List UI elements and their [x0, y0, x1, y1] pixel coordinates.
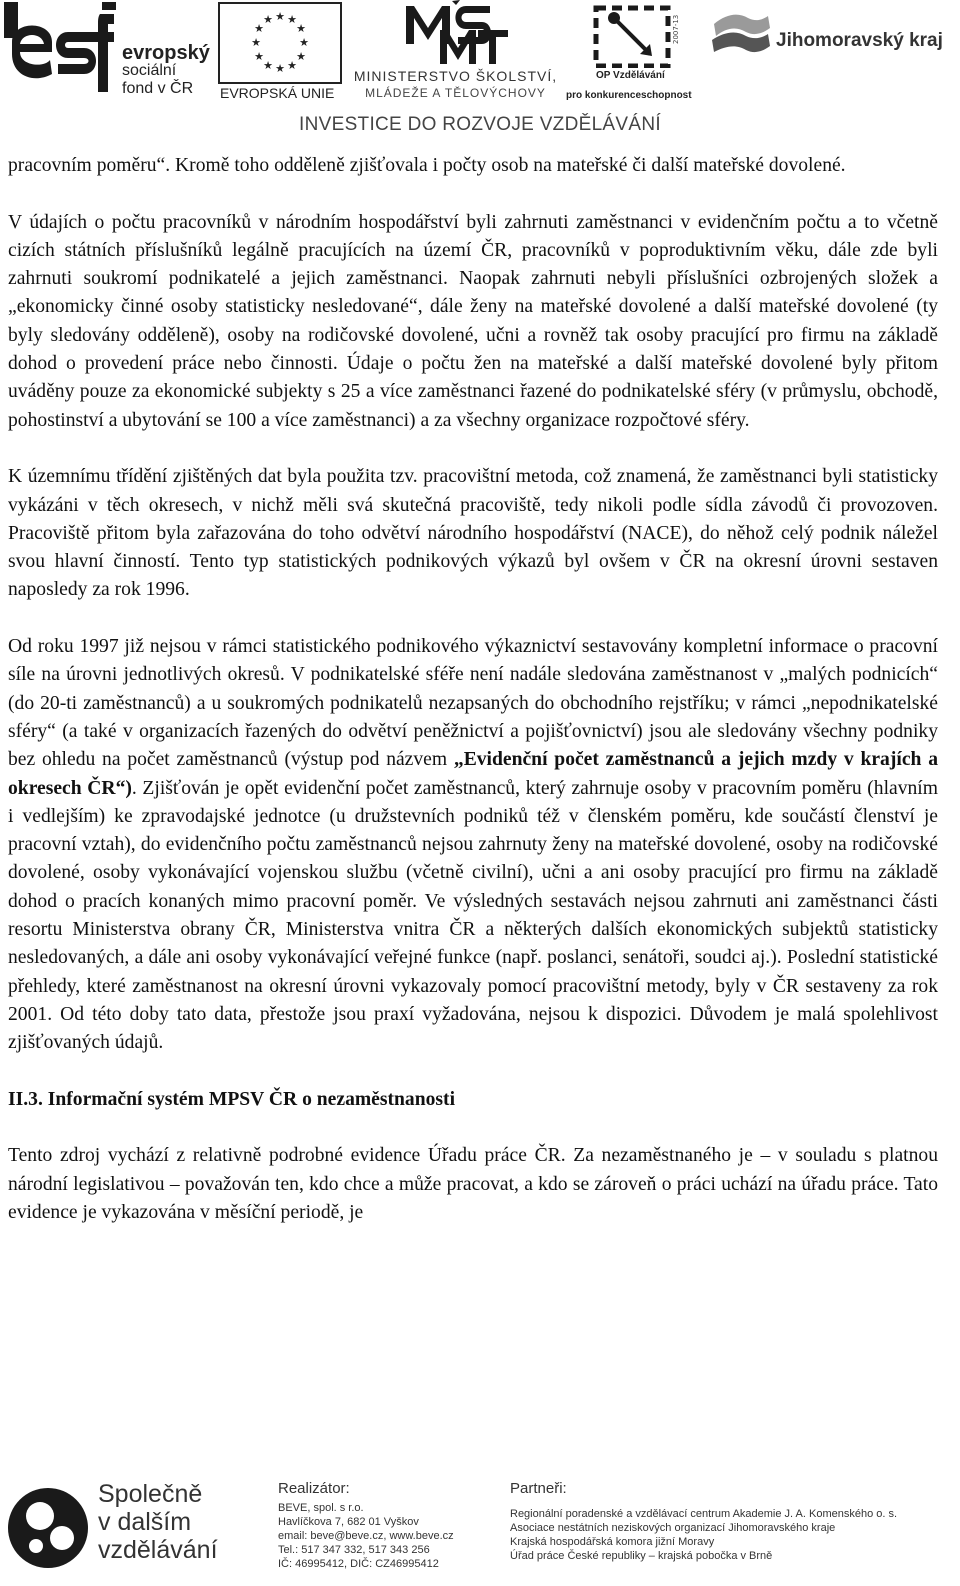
msmt-line2: MLÁDEŽE A TĚLOVÝCHOVY: [365, 86, 546, 100]
esf-line3: fond v ČR: [122, 80, 194, 97]
partners-block: [510, 1480, 955, 1563]
svg-text:★: ★: [287, 13, 297, 26]
msmt-mark-icon: [348, 0, 563, 66]
section-heading: II.3. Informační systém MPSV ČR o nezaměstnanosti: [8, 1088, 456, 1110]
realizator-line4: Tel.: 517 347 332, 517 343 256: [278, 1544, 430, 1556]
realizator-line2: Havlíčkova 7, 682 01 Vyškov: [278, 1516, 419, 1528]
project-line1: Společně: [98, 1480, 203, 1508]
report-title-bold: „Evidenční počet zaměstnanců a jejich mzdy v krajích a okresech ČR“): [8, 749, 938, 799]
svg-text:2007-13: 2007-13: [672, 14, 680, 44]
header-logos: [0, 0, 960, 140]
eu-caption: EVROPSKÁ UNIE: [220, 85, 335, 101]
svg-text:★: ★: [275, 62, 285, 75]
region-mark-icon: [708, 6, 772, 62]
msmt-logo: [348, 0, 563, 102]
region-name: Jihomoravský kraj: [776, 30, 943, 51]
slogan: INVESTICE DO ROZVOJE VZDĚLÁVÁNÍ: [299, 114, 661, 135]
op-line1: OP Vzdělávání: [596, 70, 665, 81]
svg-text:★: ★: [254, 22, 264, 35]
eu-flag-icon: [218, 2, 342, 84]
msmt-line1: MINISTERSTVO ŠKOLSTVÍ,: [353, 68, 558, 84]
partner-line4: Úřad práce České republiky – krajská pobočka v Brně: [510, 1550, 773, 1562]
op-mark-icon: [566, 4, 706, 68]
paragraph-2: V údajích o počtu pracovníků v národním hospodářství byli zahrnuti zaměstnanci v evidenčním počtu a to včetně cizích státních příslušníků legálně pracujících na území ČR, pracovníků v poproduktivním věku, dále zde byli zahrnuti soukromí podnikatelé a jejich zaměstnanci. Naopak zahrnuti nebyli příslušníci ozbrojených složek a „ekonomicky činné osoby statisticky nesledované“, dále ženy na mateřské dovolené a další mateřské dovolené (ty byly sledovány odděleně), osoby na rodičovské dovolené, učni a rovněž tak osoby pracující pro firmu na základě dohod o provedení práce nebo činnosti. Údaje o počtu žen na mateřské a další mateřské dovolené byly přitom uváděny pouze za ekonomické subjekty s 25 a více zaměstnanci řazené do podnikatelské sféry (v průmyslu, obchodě, pohostinství a ubytování se 100 a více zaměstnanci) a za všechny organizace rozpočtové sféry.: [8, 211, 938, 431]
svg-text:★: ★: [251, 36, 261, 49]
svg-text:★: ★: [263, 13, 273, 26]
eu-logo: [218, 2, 342, 102]
esf-line1: evropský: [122, 42, 210, 64]
realizator-block: [278, 1480, 498, 1571]
svg-text:★: ★: [254, 50, 264, 63]
document-body: [8, 152, 938, 1256]
project-logo: [6, 1476, 266, 1584]
project-mark-icon: [6, 1476, 96, 1576]
esf-mark-icon: [4, 2, 116, 100]
project-line2: v dalším: [98, 1508, 192, 1536]
realizator-line3: email: beve@beve.cz, www.beve.cz: [278, 1530, 454, 1542]
svg-text:★: ★: [263, 59, 273, 72]
paragraph-4-start: Od roku 1997 již nejsou v rámci statistického podnikového výkaznictví sestavovány kompletní informace o pracovní síle na úrovni jednotlivých okresů. V podnikatelské sféře není nadále sledována zaměstnanost v „malých podnicích“ (do 20-ti zaměstnanců) a u soukromých podnikatelů nezapsaných do obchodního rejstříku; v rámci „nepodnikatelské sféry“ (a také v organizacích řazených do odvětví peněžnictví a pojišťovnictví) jsou ale sledovány všechny podniky bez ohledu na počet zaměstnanců (výstup pod názvem: [8, 636, 938, 771]
project-line3: vzdělávání: [98, 1536, 218, 1564]
svg-text:★: ★: [275, 10, 285, 23]
realizator-line5: IČ: 46995412, DIČ: CZ46995412: [278, 1558, 439, 1570]
svg-text:★: ★: [296, 50, 306, 63]
svg-text:★: ★: [296, 22, 306, 35]
partner-line2: Asociace nestátních neziskových organizací Jihomoravského kraje: [510, 1522, 836, 1534]
svg-text:★: ★: [287, 59, 297, 72]
partners-label: Partneři:: [510, 1480, 567, 1497]
op-logo: [566, 4, 706, 102]
realizator-line1: BEVE, spol. s r.o.: [278, 1502, 364, 1514]
paragraph-1: pracovním poměru“. Kromě toho odděleně zjišťovala i počty osob na mateřské či další mateřské dovolené.: [8, 155, 846, 176]
esf-line2: sociální: [122, 62, 177, 79]
svg-text:★: ★: [299, 36, 309, 49]
paragraph-4: [8, 633, 938, 1057]
paragraph-3: K územnímu třídění zjištěných dat byla použita tzv. pracovištní metoda, což znamená, že zaměstnanci byli statisticky vykázáni v těch okresech, v nichž měli svá skutečná pracoviště, tedy nikoli podle sídla závodů či provozoven. Pracoviště přitom byla zařazována do toho odvětví národního hospodářství (NACE), do něhož celý podnik náležel svou hlavní činností. Tento typ statistických podnikových výkazů byl ovšem v ČR na okresní úrovni sestaven naposledy za rok 1996.: [8, 466, 938, 601]
partner-line3: Krajská hospodářská komora jižní Moravy: [510, 1536, 715, 1548]
partner-line1: Regionální poradenské a vzdělávací centrum Akademie J. A. Komenského o. s.: [510, 1508, 898, 1520]
esf-logo: [4, 2, 210, 102]
footer: [0, 1468, 960, 1586]
realizator-label: Realizátor:: [278, 1480, 350, 1497]
op-line2: pro konkurenceschopnost: [566, 90, 692, 101]
paragraph-4-end: . Zjišťován je opět evidenční počet zaměstnanců, který zahrnuje osoby v pracovním poměru (hlavním i vedlejším) ke zpravodajské jednotce (u družstevních podniků též v členském poměru, kde součástí členství je pracovní vztah), do evidenčního počtu zaměstnanců nejsou zahrnuty ženy na mateřské dovolené, osoby na rodičovské dovolené, osoby vykonávající vojenskou službu (včetně civilní), učni a ani osoby pracující pro firmu na základě dohod o pracích konaných mimo pracovní poměr. Ve výsledných sestavách nejsou zahrnuti ani zaměstnanci části resortu Ministerstva obrany ČR, Ministerstva vnitra ČR a některých dalších ekonomických subjektů statisticky nesledovaných, a dále ani osoby vykonávající veřejné funkce (např. poslanci, senátoři, soudci aj.). Poslední statistické přehledy, které zaměstnanost na okresní úrovni vykazovaly pomocí pracovištní metody, byly v ČR sestaveny za rok 2001. Od této doby tato data, přestože jsou praxí vyžadována, nejsou k dispozici. Důvodem je malá spolehlivost zjišťovaných údajů.: [8, 777, 938, 1054]
region-logo: [708, 6, 958, 66]
paragraph-5: Tento zdroj vychází z relativně podrobné evidence Úřadu práce ČR. Za nezaměstnaného je – v souladu s platnou národní legislativou – považován ten, kdo chce a může pracovat, a kdo se zároveň o práci uchází na úřadu práce. Tato evidence je vykazována v měsíční periodě, je: [8, 1145, 938, 1223]
